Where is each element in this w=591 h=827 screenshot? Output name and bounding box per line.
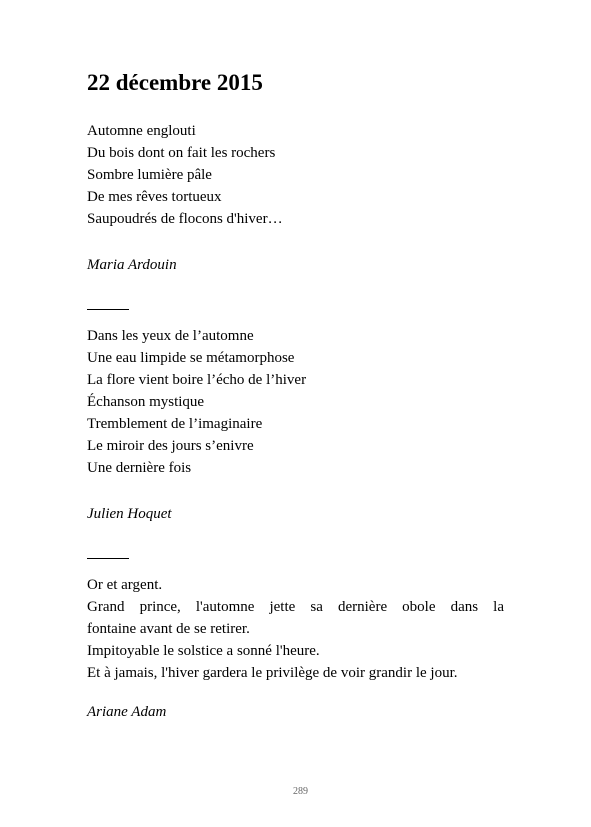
page [87,0,505,827]
poem2-line: Tremblement de l’imaginaire [87,416,263,432]
poem2-line: Dans les yeux de l’automne [87,328,254,344]
poem1-line: Saupoudrés de flocons d'hiver… [87,211,283,227]
poem1-line: De mes rêves tortueux [87,189,222,205]
poem3-author: Ariane Adam [87,704,167,720]
poem1-line: Sombre lumière pâle [87,167,212,183]
poem2-line: La flore vient boire l’écho de l’hiver [87,372,307,388]
poem2-line: Échanson mystique [87,394,205,410]
poem1-line: Automne englouti [87,123,196,139]
section-separator [87,309,129,310]
poem3-line: Or et argent. [87,577,163,593]
poem1-line: Du bois dont on fait les rochers [87,145,276,161]
poem2-line: Une eau limpide se métamorphose [87,350,295,366]
poem3-line: fontaine avant de se retirer. [87,621,250,637]
poem3-line: Et à jamais, l'hiver gardera le privilège de voir grandir le jour. [87,665,458,681]
section-separator [87,558,129,559]
poem3-line: Grand prince, l'automne jette sa dernière obole dans la [87,599,504,615]
poem2-line: Une dernière fois [87,460,192,476]
poem2-line: Le miroir des jours s’enivre [87,438,254,454]
poem3-line: Impitoyable le solstice a sonné l'heure. [87,643,320,659]
page-number: 289 [293,786,308,797]
poem2-author: Julien Hoquet [87,506,172,522]
poem1-author: Maria Ardouin [87,257,177,273]
page-title: 22 décembre 2015 [87,70,263,95]
